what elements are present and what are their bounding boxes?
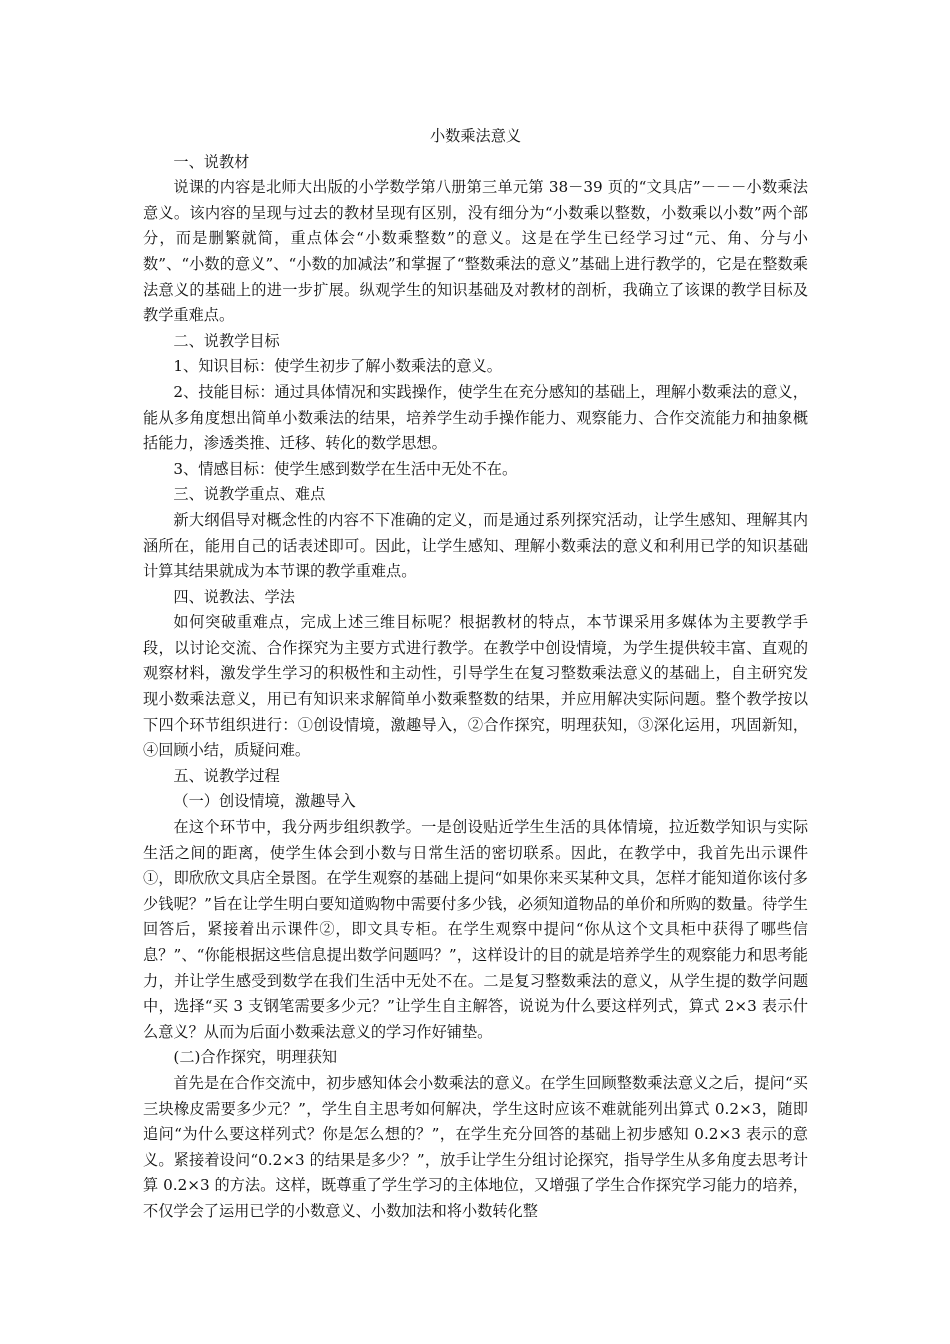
section-heading-process: 五、说教学过程 [173,766,280,785]
document-body [143,124,808,1225]
section-heading-textbook: 一、说教材 [173,152,250,171]
paragraph-emotion-objective: 3、情感目标：使学生感到数学在生活中无处不在。 [173,459,518,478]
paragraph-methods: 如何突破重难点，完成上述三维目标呢？根据教材的特点，本节课采用多媒体为主要教学手段，以讨论交流、合作探究为主要方式进行教学。在教学中创设情境，为学生提供较丰富、直观的观察材料，激发学生学习的积极性和主动性，引导学生在复习整数乘法意义的基础上，自主研究发现小数乘法意义，用已有知识来求解简单小数乘整数的结果，并应用解决实际问题。整个教学按以下四个环节组织进行：①创设情境，激趣导入，②合作探究，明理获知，③深化运用，巩固新知，④回顾小结，质疑问难。 [143,613,808,760]
subsection-heading-situation: （一）创设情境，激趣导入 [173,792,356,811]
paragraph-textbook-analysis: 说课的内容是北师大出版的小学数学第八册第三单元第 38－39 页的“文具店”－－－小数乘法意义。该内容的呈现与过去的教材呈现有区别，没有细分为“小数乘以整数，小数乘以小数”两个部分，而是删繁就简，重点体会“小数乘整数”的意义。这是在学生已经学习过“元、角、分与小数”、“小数的意义”、“小数的加减法”和掌握了“整数乘法的意义”基础上进行教学的，它是在整数乘法意义的基础上的进一步扩展。纵观学生的知识基础及对教材的剖析，我确立了该课的教学目标及教学重难点。 [143,178,808,325]
paragraph-skill-objective: 2、技能目标：通过具体情况和实践操作，使学生在充分感知的基础上，理解小数乘法的意义，能从多角度想出简单小数乘法的结果，培养学生动手操作能力、观察能力、合作交流能力和抽象概括能力，渗透类推、迁移、转化的数学思想。 [143,382,808,453]
document-title: 小数乘法意义 [429,127,522,145]
paragraph-knowledge-objective: 1、知识目标：使学生初步了解小数乘法的意义。 [173,357,502,376]
subsection-heading-cooperation: (二)合作探究，明理获知 [173,1048,338,1067]
section-heading-objectives: 二、说教学目标 [173,331,280,350]
section-heading-methods: 四、说教法、学法 [173,587,295,606]
paragraph-key-points: 新大纲倡导对概念性的内容不下准确的定义，而是通过系列探究活动，让学生感知、理解其内涵所在，能用自己的话表述即可。因此，让学生感知、理解小数乘法的意义和利用已学的知识基础计算其结果就成为本节课的教学重难点。 [143,510,808,581]
paragraph-cooperation: 首先是在合作交流中，初步感知体会小数乘法的意义。在学生回顾整数乘法意义之后，提问“买三块橡皮需要多少元？”，学生自主思考如何解决，学生这时应该不难就能列出算式 0.2×3，随即追问“为什么要这样列式？你是怎么想的？”，在学生充分回答的基础上初步感知 0.2×3 表示的意义。紧接着设问“0.2×3 的结果是多少？”，放手让学生分组讨论探究，指导学生从多角度去思考计算 0.2×3 的方法。这样，既尊重了学生学习的主体地位，又增强了学生合作探究学习能力的培养，不仅学会了运用已学的小数意义、小数加法和将小数转化整 [143,1073,808,1220]
section-heading-key-points: 三、说教学重点、难点 [173,485,326,504]
paragraph-situation: 在这个环节中，我分两步组织教学。一是创设贴近学生生活的具体情境，拉近数学知识与实际生活之间的距离，使学生体会到小数与日常生活的密切联系。因此，在教学中，我首先出示课件①，即欣欣文具店全景图。在学生观察的基础上提问“如果你来买某种文具，怎样才能知道你该付多少钱呢？”旨在让学生明白要知道购物中需要付多少钱，必须知道物品的单价和所购的数量。待学生回答后，紧接着出示课件②，即文具专柜。在学生观察中提问“你从这个文具柜中获得了哪些信息？”、“你能根据这些信息提出数学问题吗？”，这样设计的目的就是培养学生的观察能力和思考能力，并让学生感受到数学在我们生活中无处不在。二是复习整数乘法的意义，从学生提的数学问题中，选择“买 3 支钢笔需要多少元？”让学生自主解答，说说为什么要这样列式，算式 2×3 表示什么意义？从而为后面小数乘法意义的学习作好铺垫。 [143,818,808,1041]
